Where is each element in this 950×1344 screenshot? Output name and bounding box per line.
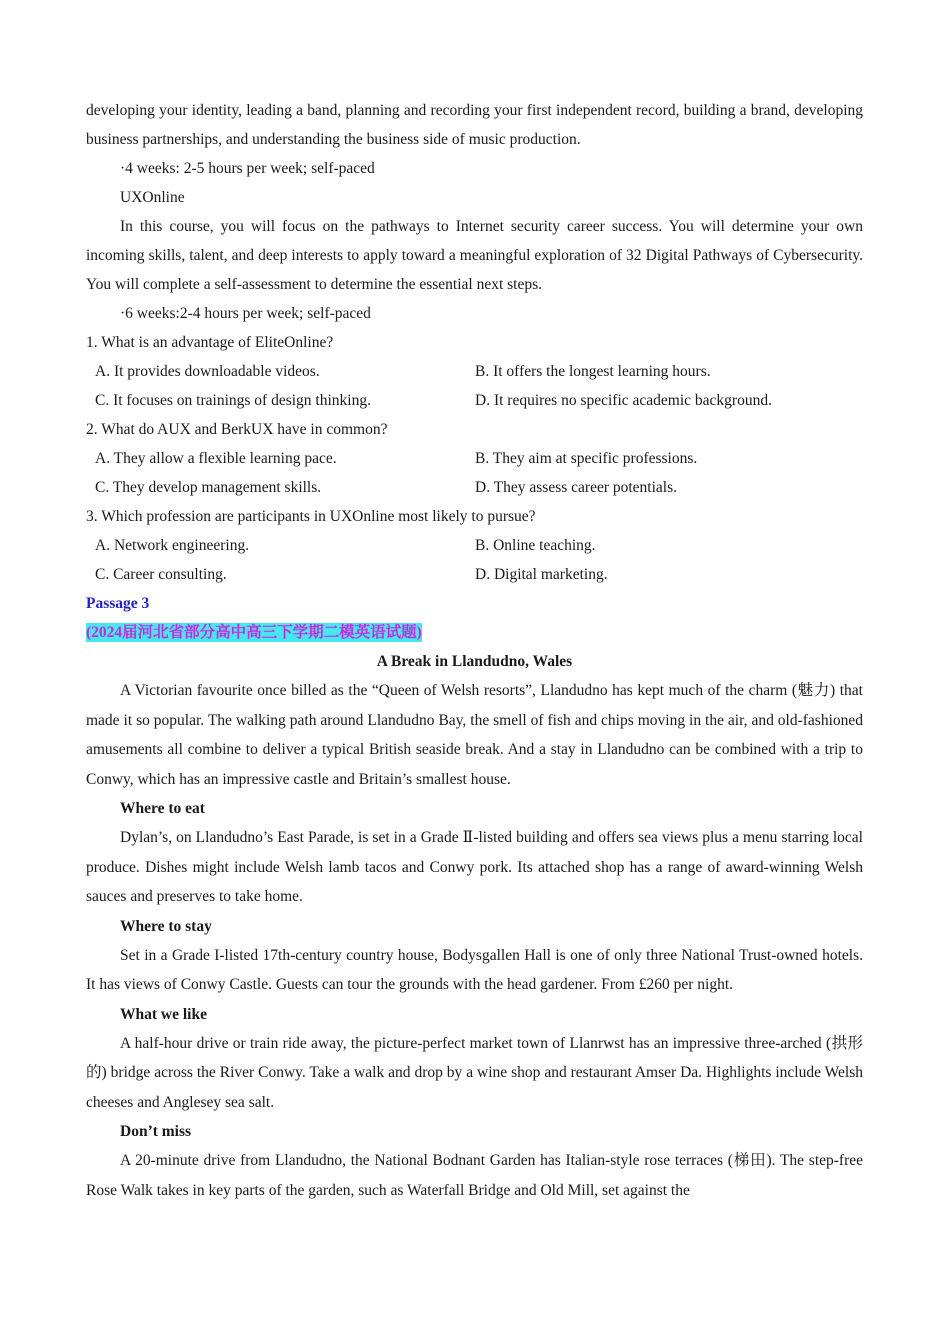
option-d: D. It requires no specific academic background.: [475, 392, 772, 409]
section-heading-eat: Where to eat: [120, 800, 205, 817]
intro-paragraph-tail: developing your identity, leading a band, planning and recording your first independent record, building a brand, developing business partnerships, and understanding the business side of music production.: [86, 102, 863, 148]
option-row: [86, 560, 863, 589]
section-body-dont-miss: A 20-minute drive from Llandudno, the National Bodnant Garden has Italian-style rose terraces (梯田). The step-free Rose Walk takes in key parts of the garden, such as Waterfall Bridge and Old Mill, set against the: [86, 1152, 863, 1199]
source-tag: (2024届河北省部分高中高三下学期二模英语试题): [86, 624, 422, 641]
section-heading-dont-miss: Don’t miss: [120, 1123, 192, 1140]
section-body-stay: Set in a Grade I-listed 17th-century country house, Bodysgallen Hall is one of only three National Trust-owned hotels. It has views of Conwy Castle. Guests can tour the grounds with the head gardener. From £260 per night.: [86, 946, 863, 993]
option-row: [86, 444, 863, 473]
option-row: [86, 357, 863, 386]
course-name: UXOnline: [120, 189, 185, 206]
option-c: C. Career consulting.: [95, 566, 227, 583]
section-body-like: A half-hour drive or train ride away, the picture-perfect market town of Llanrwst has an impressive three-arched (拱形的) bridge across the River Conwy. Take a walk and drop by a wine shop and restaurant Amser Da. Highlights include Welsh cheeses and Anglesey sea salt.: [86, 1034, 863, 1111]
option-a: A. It provides downloadable videos.: [95, 363, 320, 380]
section-heading-stay: Where to stay: [120, 917, 212, 935]
option-c: C. It focuses on trainings of design thinking.: [95, 392, 371, 409]
option-d: D. Digital marketing.: [475, 566, 608, 583]
option-a: A. They allow a flexible learning pace.: [95, 450, 337, 467]
question-stem: 2. What do AUX and BerkUX have in common?: [86, 421, 388, 438]
option-d: D. They assess career potentials.: [475, 479, 678, 496]
section-body-eat: Dylan’s, on Llandudno’s East Parade, is set in a Grade Ⅱ-listed building and offers sea views plus a menu starring local produce. Dishes might include Welsh lamb tacos and Conwy pork. Its attached shop has a range of award-winning Welsh sauces and preserves to take home.: [86, 829, 863, 905]
page-content: [86, 96, 863, 1205]
course-description: In this course, you will focus on the pathways to Internet security career success. You will determine your own incoming skills, talent, and deep interests to apply toward a meaningful exploration of 32 Digital Pathways of Cybersecurity. You will complete a self-assessment to determine the essential next steps.: [86, 218, 863, 293]
passage-label: Passage 3: [86, 595, 150, 612]
option-b: B. Online teaching.: [475, 537, 596, 554]
source-row: [86, 618, 863, 647]
option-b: B. It offers the longest learning hours.: [475, 363, 711, 380]
question-stem: 3. Which profession are participants in UXOnline most likely to pursue?: [86, 508, 536, 525]
option-c: C. They develop management skills.: [95, 479, 322, 496]
section-heading-like: What we like: [120, 1005, 207, 1023]
passage-intro: A Victorian favourite once billed as the “Queen of Welsh resorts”, Llandudno has kept much of the charm (魅力) that made it so popular. The walking path around Llandudno Bay, the smell of fish and chips moving in the air, and old-fashioned amusements all combine to deliver a typical British seaside break. And a stay in Llandudno can be combined with a trip to Conwy, which has an impressive castle and Britain’s smallest house.: [86, 682, 863, 788]
option-row: [86, 473, 863, 502]
option-row: [86, 531, 863, 560]
question-stem: 1. What is an advantage of EliteOnline?: [86, 334, 334, 351]
option-b: B. They aim at specific professions.: [475, 450, 698, 467]
course-duration: ·6 weeks:2-4 hours per week; self-paced: [120, 305, 371, 322]
option-row: [86, 386, 863, 415]
course-duration: ·4 weeks: 2-5 hours per week; self-paced: [120, 160, 375, 177]
passage-title: A Break in Llandudno, Wales: [376, 653, 573, 670]
option-a: A. Network engineering.: [95, 537, 250, 554]
